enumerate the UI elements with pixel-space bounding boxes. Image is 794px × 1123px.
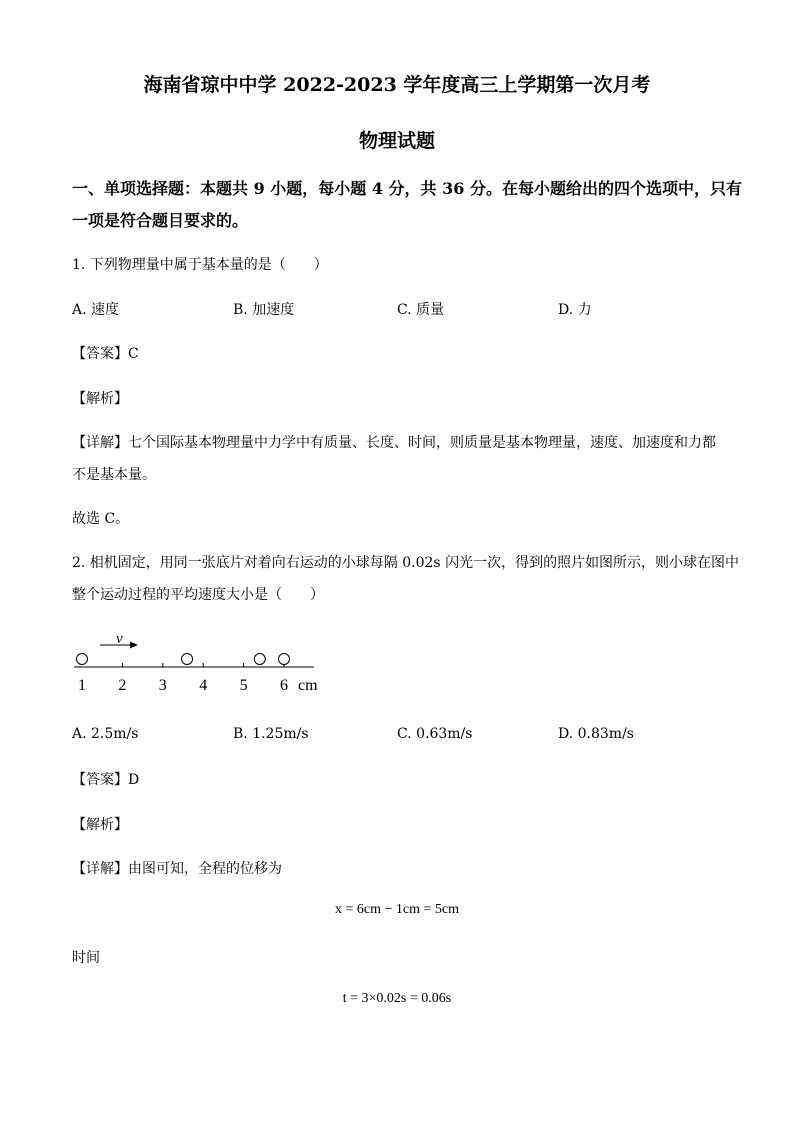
q1-option-a: A. 速度 [72, 302, 120, 318]
q1-detail-line1: 【详解】七个国际基本物理量中力学中有质量、长度、时间，则质量是基本物理量，速度、加速度和力都 [72, 435, 716, 451]
q2-equation-time: t = 3×0.02s = 0.06s [342, 991, 452, 1006]
q2-figure [70, 625, 330, 697]
q2-option-c: C. 0.63m/s [397, 726, 473, 742]
q1-stem: 1. 下列物理量中属于基本量的是（ ） [72, 257, 328, 273]
ruler-tick-label: 5 [239, 677, 248, 694]
ruler-tick-label: 4 [199, 677, 208, 694]
q2-analysis: 【解析】 [72, 817, 128, 833]
q2-stem-line2: 整个运动过程的平均速度大小是（ ） [72, 587, 324, 603]
section-heading: 一、单项选择题：本题共 9 小题，每小题 4 分，共 36 分。在每小题给出的四个选项中，只有 [72, 179, 742, 198]
ball [254, 654, 265, 665]
q1-option-b: B. 加速度 [233, 302, 295, 318]
q2-option-b: B. 1.25m/s [233, 726, 309, 742]
ball [182, 654, 193, 665]
q1-detail-line2: 不是基本量。 [72, 467, 156, 483]
q2-option-d: D. 0.83m/s [558, 726, 634, 742]
q1-option-d: D. 力 [558, 302, 592, 318]
q1-conclusion: 故选 C。 [72, 511, 130, 527]
q1-answer: 【答案】C [72, 346, 139, 362]
section-heading-cont: 一项是符合题目要求的。 [72, 211, 249, 230]
q2-equation-displacement: x = 6cm − 1cm = 5cm [335, 902, 459, 917]
q1-analysis: 【解析】 [72, 391, 128, 407]
ruler-tick-label: 6 [280, 677, 288, 694]
ball [279, 654, 290, 665]
q2-option-a: A. 2.5m/s [72, 726, 139, 742]
q2-stem-line1: 2. 相机固定，用同一张底片对着向右运动的小球每隔 0.02s 闪光一次，得到的照片如图所示，则小球在图中 [72, 555, 740, 571]
q2-time-label: 时间 [72, 950, 100, 966]
q1-option-c: C. 质量 [397, 302, 445, 318]
ruler-tick-label: 1 [78, 677, 86, 694]
q2-detail: 【详解】由图可知，全程的位移为 [72, 861, 282, 877]
page-title: 海南省琼中中学 2022-2023 学年度高三上学期第一次月考 [143, 74, 651, 96]
unit-label: cm [298, 677, 318, 694]
q2-answer: 【答案】D [72, 772, 140, 788]
ruler-tick-label: 3 [158, 677, 167, 694]
velocity-label: v [116, 631, 123, 647]
ruler-tick-label: 2 [118, 677, 127, 694]
page-subtitle: 物理试题 [358, 130, 435, 152]
velocity-arrowhead [130, 642, 138, 649]
ball [77, 654, 88, 665]
